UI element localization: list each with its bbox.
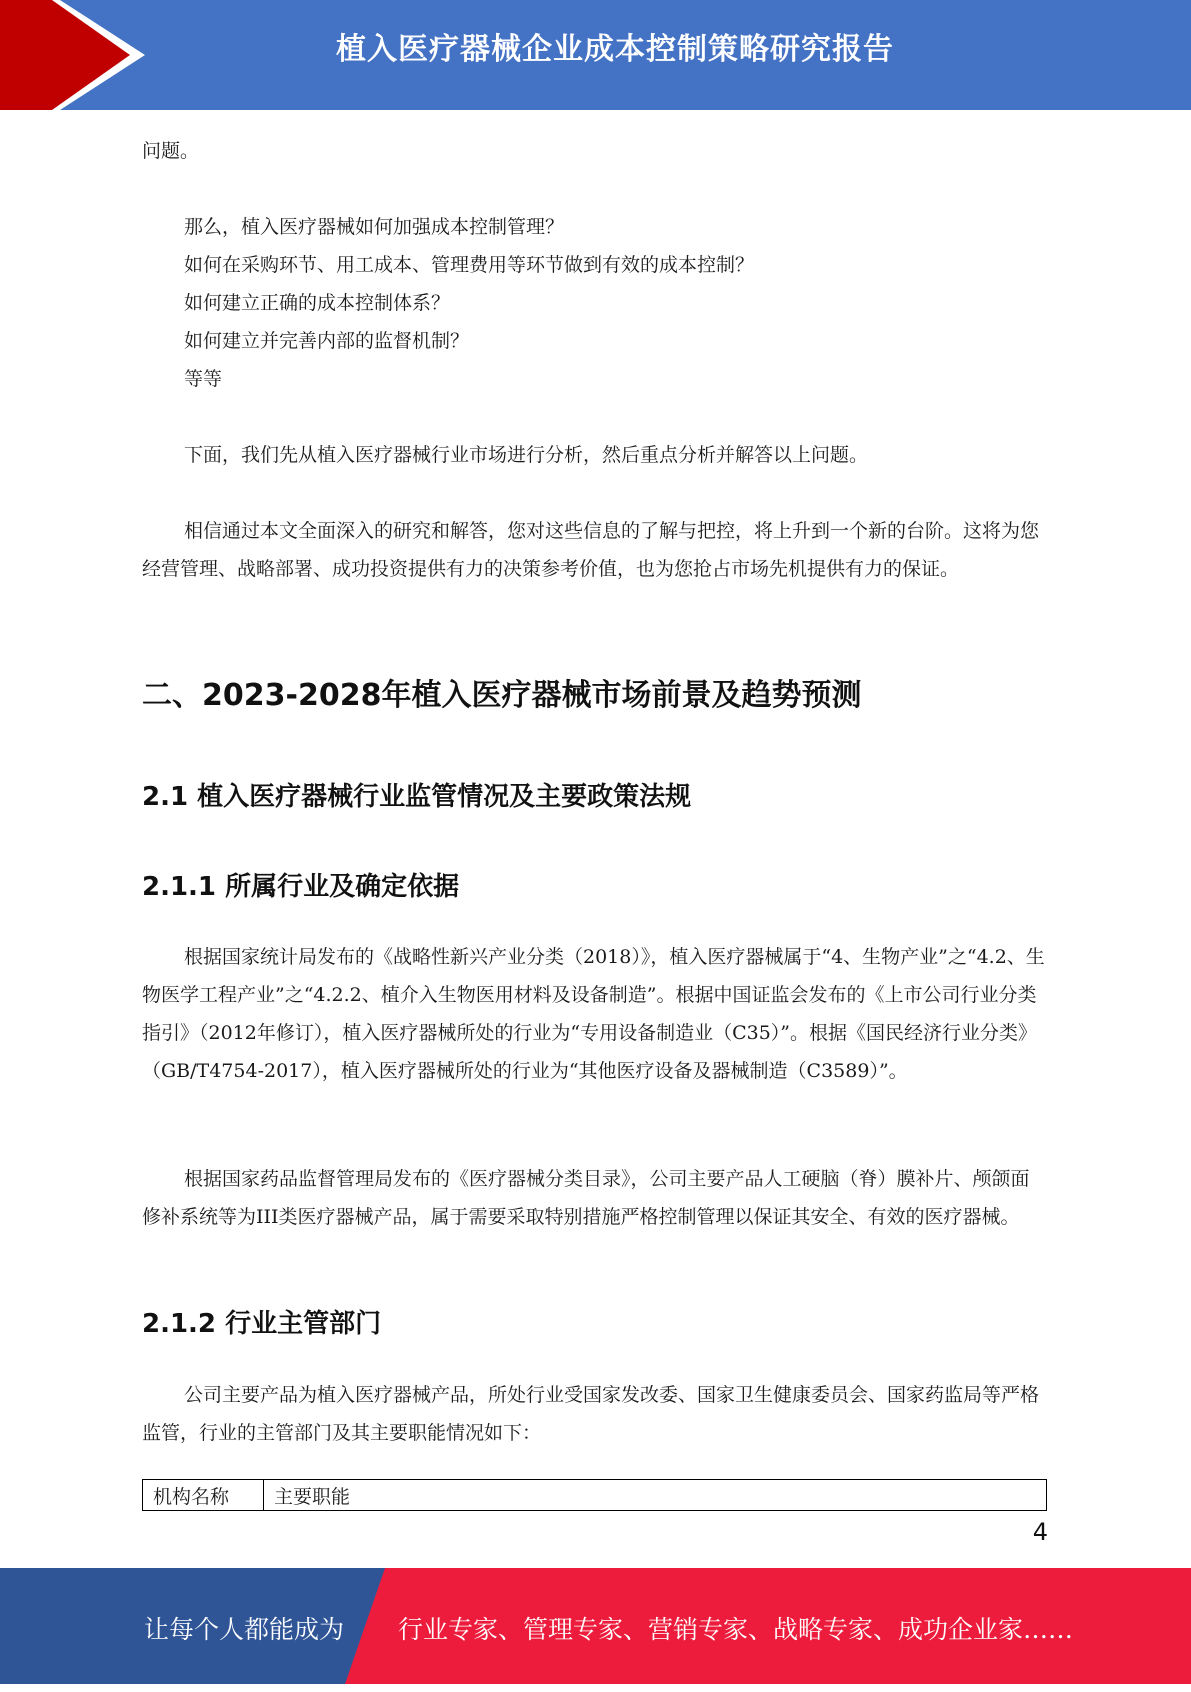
table-header-org: 机构名称 (143, 1480, 264, 1511)
question-1: 那么，植入医疗器械如何加强成本控制管理？ (184, 216, 565, 238)
paragraph-industry: 根据国家统计局发布的《战略性新兴产业分类（2018）》，植入医疗器械属于“4、生物产业”之“4.2、生物医学工程产业”之“4.2.2、植介入生物医用材料及设备制造”。根据中国证监会发布的《上市公司行业分类指引》（2012年修订），植入医疗器械所处的行业为“专用设备制造业（C35）”。根据《国民经济行业分类》（GB/T4754-2017），植入医疗器械所处的行业为“其他医疗设备及器械制造（C3589）”。 (142, 946, 1045, 1082)
paragraph-continuation: 问题。 (142, 140, 200, 162)
subsubsection-heading-dept: 2.1.2 行业主管部门 (142, 1309, 382, 1339)
table-header-function: 主要职能 (264, 1480, 1047, 1511)
page-header (0, 0, 1191, 110)
page-footer (0, 1568, 1191, 1684)
footer-slogan-left: 让每个人都能成为 (144, 1615, 345, 1644)
paragraph-catalog: 根据国家药品监督管理局发布的《医疗器械分类目录》，公司主要产品人工硬脑（脊）膜补片、颅颌面修补系统等为III类医疗器械产品，属于需要采取特别措施严格控制管理以保证其安全、有效的医疗器械。 (142, 1168, 1030, 1228)
question-3: 如何建立正确的成本控制体系？ (184, 292, 451, 314)
table-row (143, 1480, 1047, 1511)
paragraph-believe: 相信通过本文全面深入的研究和解答，您对这些信息的了解与把控，将上升到一个新的台阶。这将为您经营管理、战略部署、成功投资提供有力的决策参考价值，也为您抢占市场先机提供有力的保证。 (142, 520, 1040, 580)
paragraph-next: 下面，我们先从植入医疗器械行业市场进行分析，然后重点分析并解答以上问题。 (184, 444, 869, 466)
question-4: 如何建立并完善内部的监督机制？ (184, 330, 470, 352)
question-2: 如何在采购环节、用工成本、管理费用等环节做到有效的成本控制？ (184, 254, 755, 276)
footer-slogan-right: 行业专家、管理专家、营销专家、战略专家、成功企业家…… (398, 1615, 1074, 1644)
authority-table (142, 1479, 1047, 1511)
subsubsection-heading-industry: 2.1.1 所属行业及确定依据 (142, 872, 460, 902)
question-etc: 等等 (184, 368, 223, 390)
page-number: 4 (1032, 1518, 1048, 1546)
paragraph-dept: 公司主要产品为植入医疗器械产品，所处行业受国家发改委、国家卫生健康委员会、国家药监局等严格监管，行业的主管部门及其主要职能情况如下： (142, 1384, 1040, 1444)
header-title: 植入医疗器械企业成本控制策略研究报告 (336, 32, 894, 67)
subsection-heading: 2.1 植入医疗器械行业监管情况及主要政策法规 (142, 782, 692, 812)
section-heading: 二、2023-2028年植入医疗器械市场前景及趋势预测 (142, 678, 862, 713)
